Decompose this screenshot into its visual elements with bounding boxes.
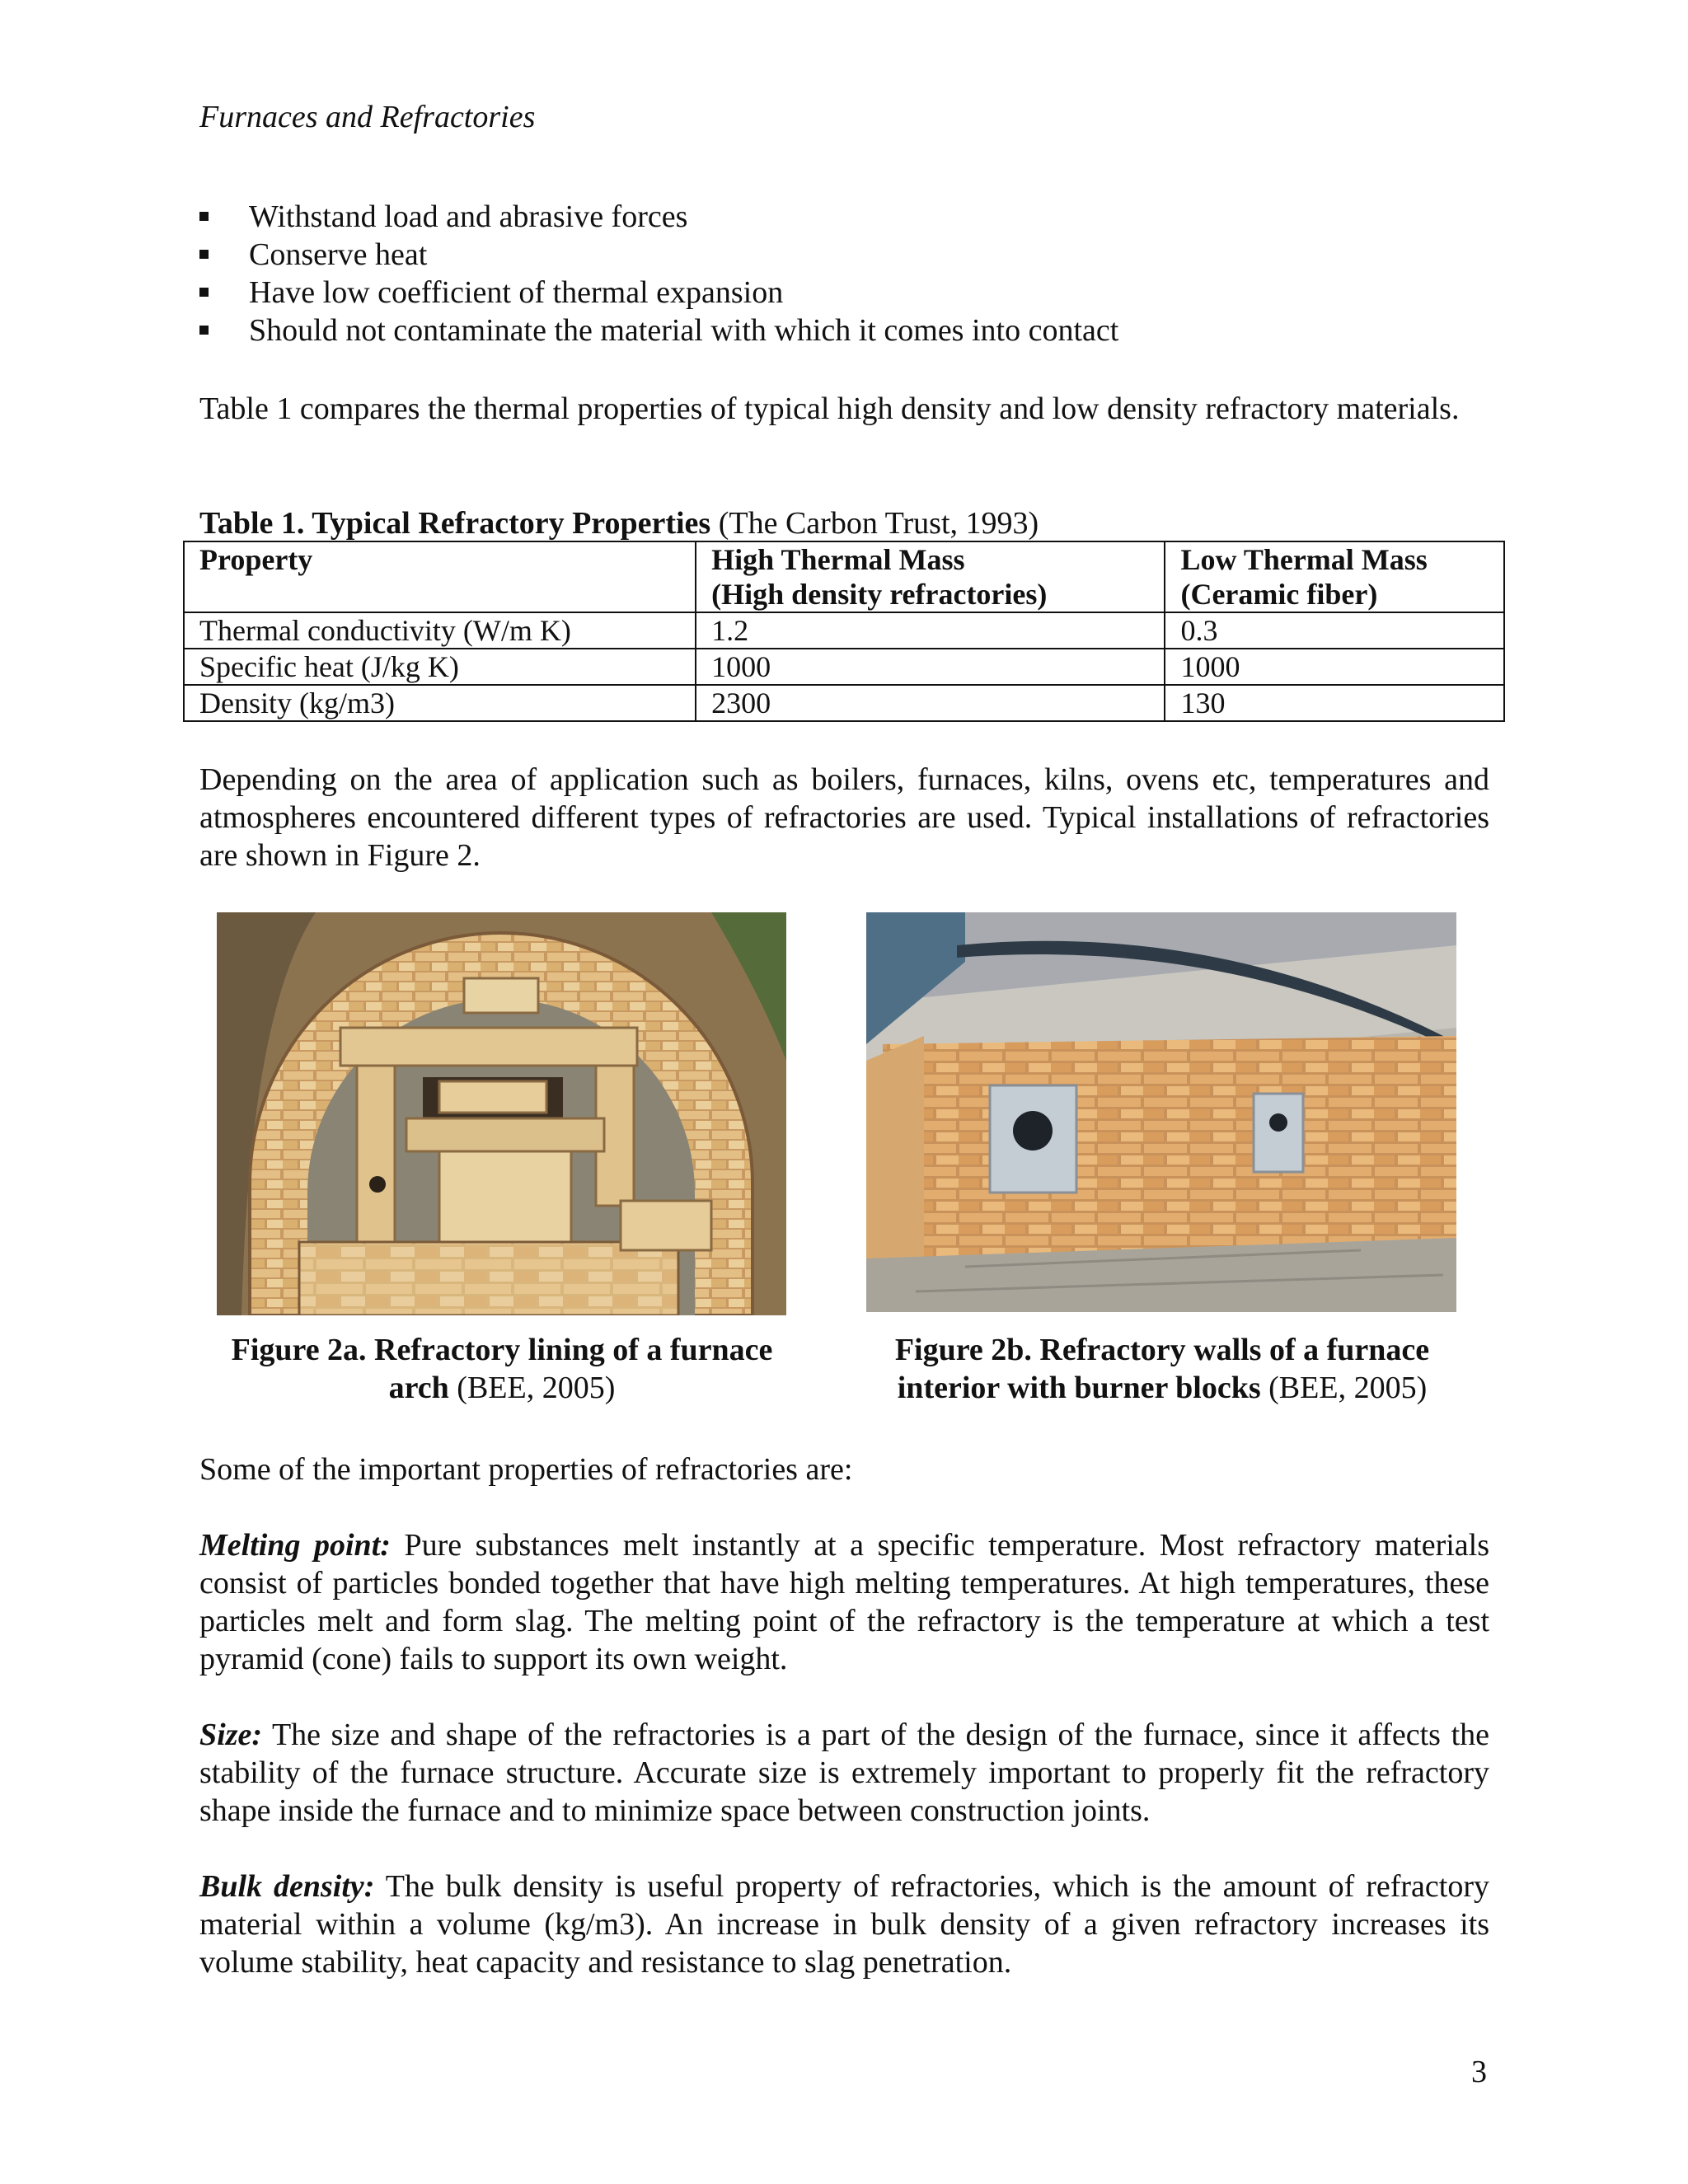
list-item: Have low coefficient of thermal expansion [199,274,1493,312]
furnace-arch-photo [217,912,786,1315]
table-row [184,685,1504,721]
table-row [184,612,1504,649]
table-cell: 2300 [696,685,1165,721]
table-cell: 130 [1165,685,1504,721]
table-row [184,649,1504,685]
table-cell: Specific heat (J/kg K) [184,649,696,685]
table-cell: Thermal conductivity (W/m K) [184,612,696,649]
bullet-list [199,198,1493,349]
list-item: Should not contaminate the material with which it comes into contact [199,312,1493,349]
square-bullet-icon [199,250,209,259]
table-cell: 1000 [1165,649,1504,685]
table-header-row [184,541,1504,612]
column-header: High Thermal Mass (High density refractories) [696,541,1165,612]
list-item: Withstand load and abrasive forces [199,198,1493,236]
furnace-interior-photo [866,912,1456,1312]
table-cell: 1000 [696,649,1165,685]
figure-2a-caption: Figure 2a. Refractory lining of a furnace arch (BEE, 2005) [231,1333,773,1405]
properties-intro: Some of the important properties of refractories are: [199,1452,853,1487]
intro-paragraph: Table 1 compares the thermal properties of typical high density and low density refractory materials. [199,391,1460,426]
running-head: Furnaces and Refractories [199,100,536,134]
square-bullet-icon [199,288,209,297]
column-header: Low Thermal Mass (Ceramic fiber) [1165,541,1504,612]
square-bullet-icon [199,212,209,221]
furnace-interior-illustration [866,912,1456,1312]
bulk-density-paragraph: Bulk density: The bulk density is useful property of refractories, which is the amount of refractory material within a volume (kg/m3). An increase in bulk density of a given refractory increases its volume stability, heat capacity and resistance to slag penetration. [199,1869,1489,1980]
table-caption: Table 1. Typical Refractory Properties (The Carbon Trust, 1993) [199,506,1039,541]
size-paragraph: Size: The size and shape of the refractories is a part of the design of the furnace, since it affects the stability of the furnace structure. Accurate size is extremely important to properly fit the refractory shape inside the furnace and to minimize space between construction joints. [199,1718,1489,1828]
table-cell: Density (kg/m3) [184,685,696,721]
table-cell: 1.2 [696,612,1165,649]
property-label: Size: [199,1718,262,1752]
table-cell: 0.3 [1165,612,1504,649]
installations-paragraph: Depending on the area of application such as boilers, furnaces, kilns, ovens etc, temperatures and atmospheres encountered different types of refractories are used. Typical installations of refractories are shown in Figure 2. [199,762,1489,873]
list-item: Conserve heat [199,236,1493,274]
property-label: Bulk density: [199,1869,375,1904]
furnace-arch-illustration [217,912,786,1315]
refractory-properties-table [183,541,1505,722]
property-label: Melting point: [199,1528,391,1563]
column-header: Property [184,541,696,612]
figure-2b-caption: Figure 2b. Refractory walls of a furnace interior with burner blocks (BEE, 2005) [894,1333,1430,1405]
melting-point-paragraph: Melting point: Pure substances melt instantly at a specific temperature. Most refractory materials consist of particles bonded together that have high melting temperatures. At high temperatures, these particles melt and form slag. The melting point of the refractory is the temperature at which a test pyramid (cone) fails to support its own weight. [199,1528,1489,1676]
square-bullet-icon [199,326,209,335]
page-number: 3 [1471,2055,1487,2089]
